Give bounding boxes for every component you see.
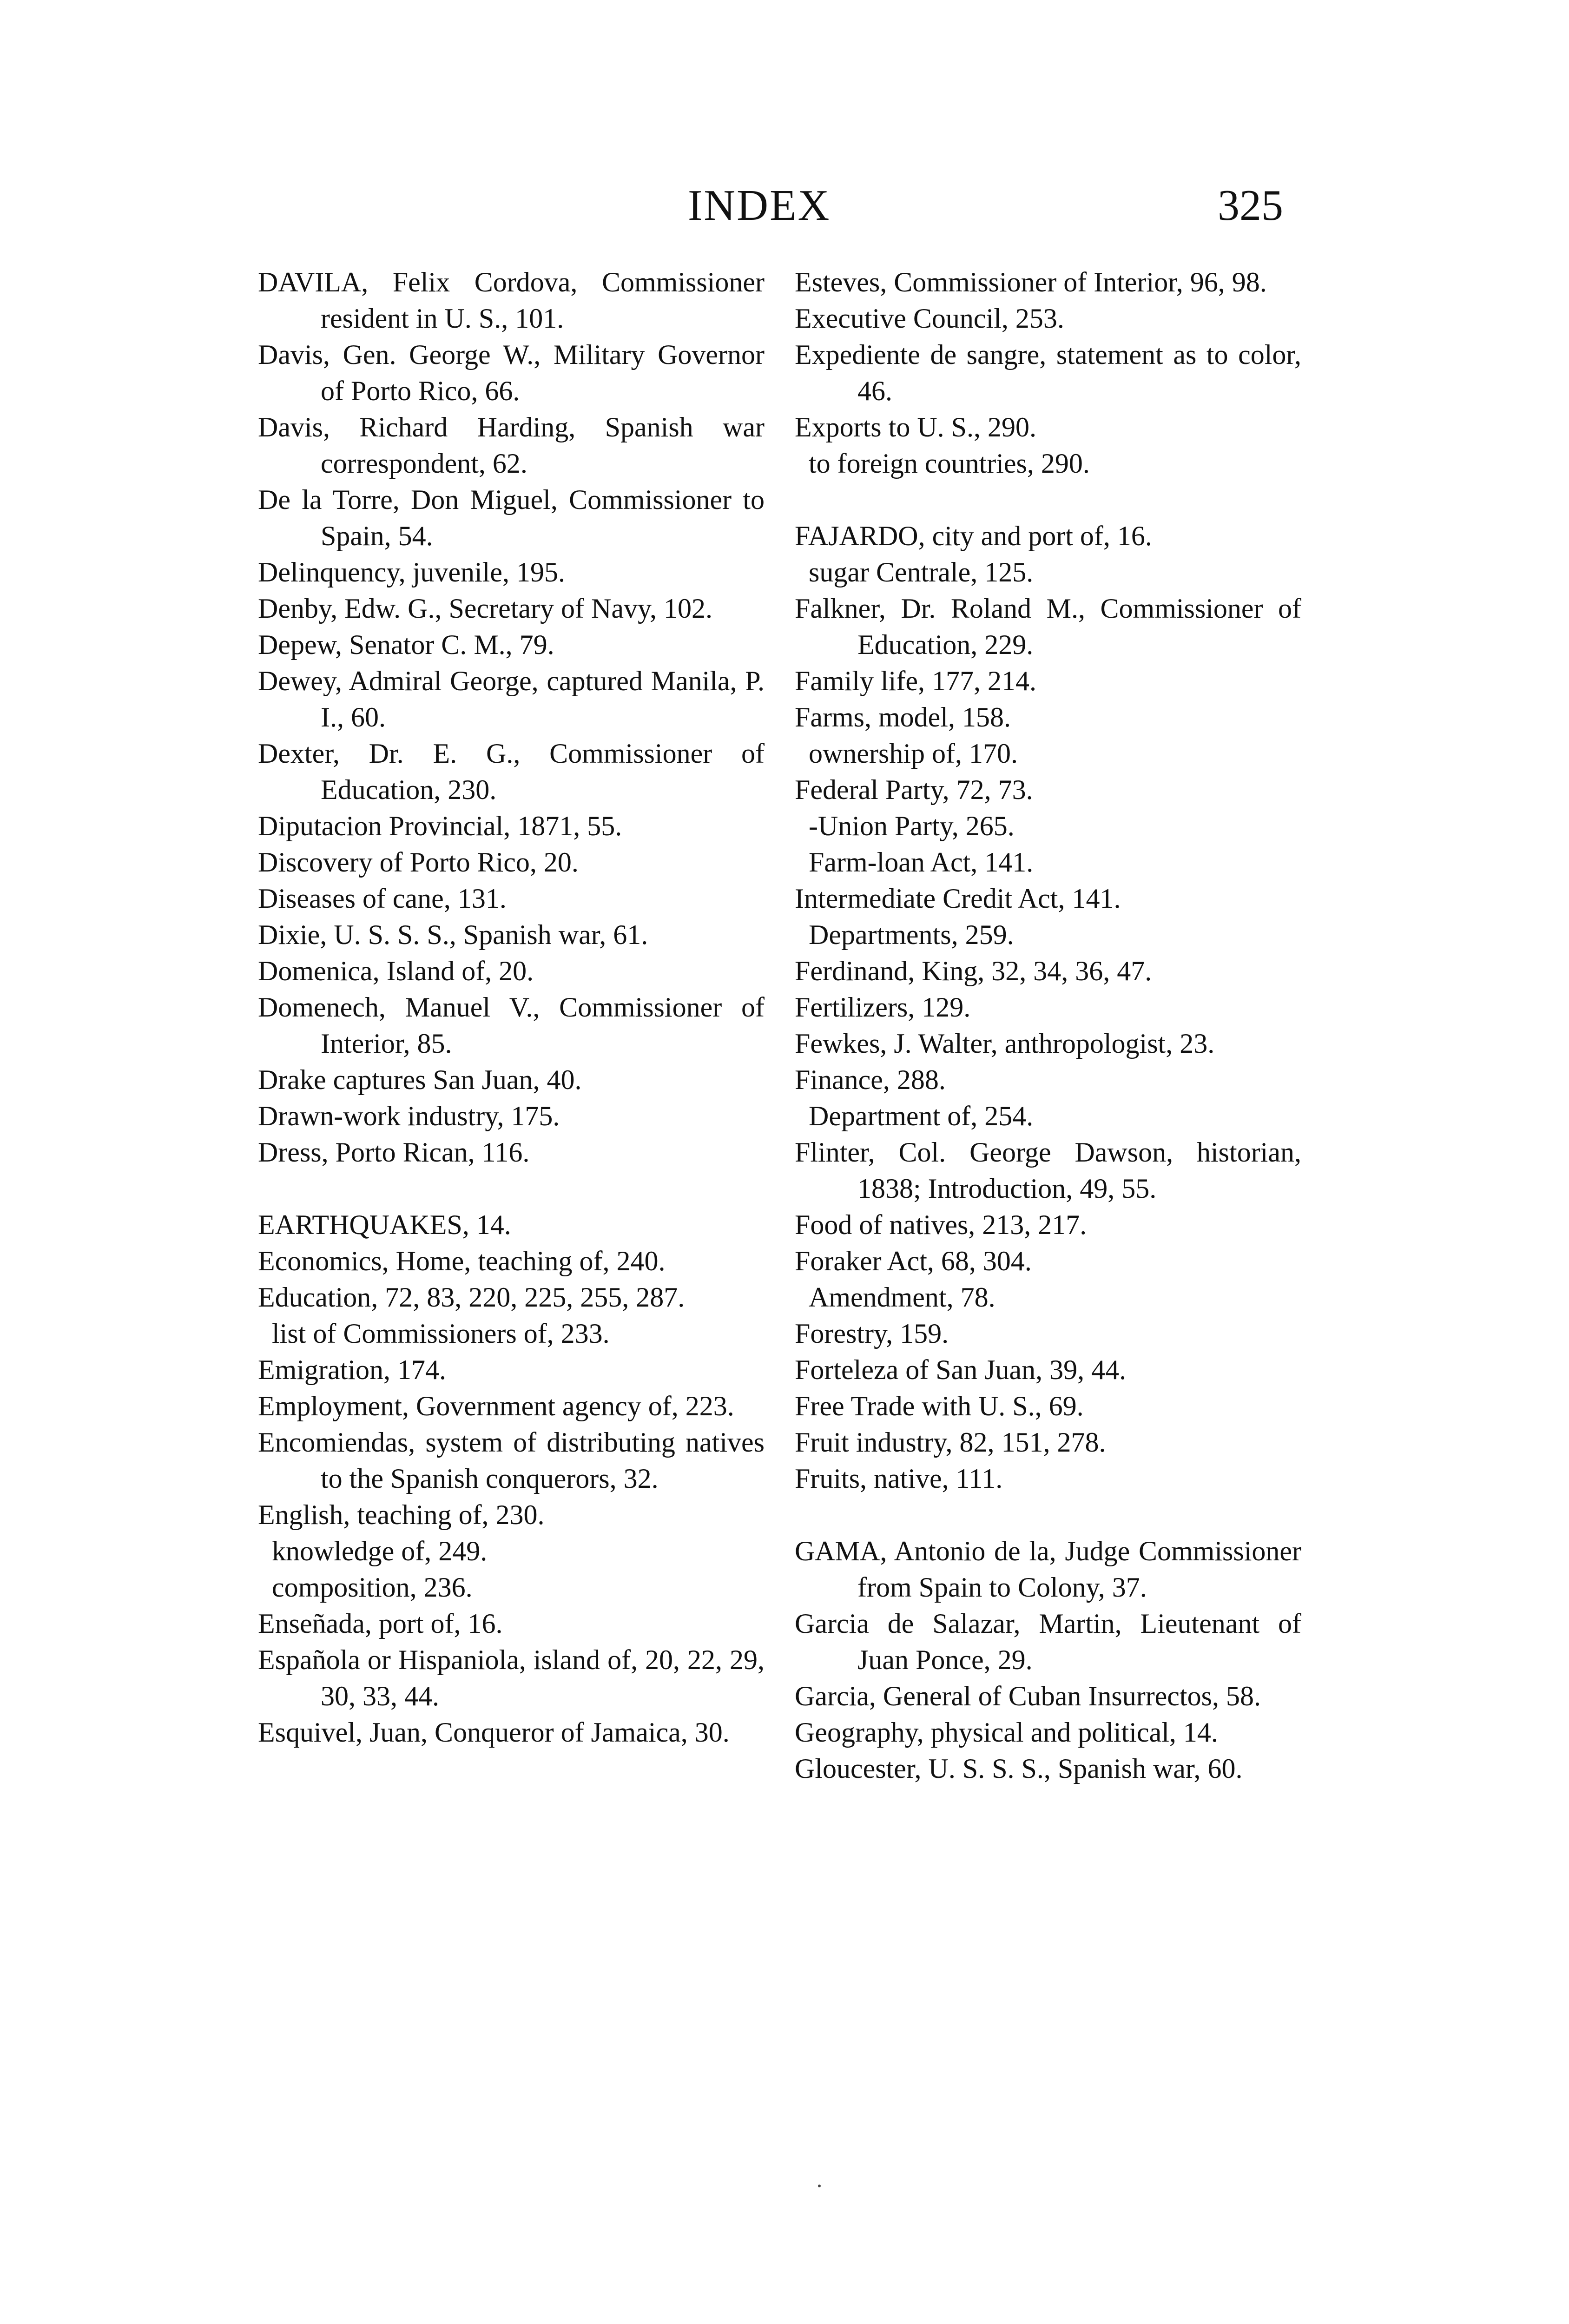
index-entry: Drawn-work industry, 175.	[258, 1101, 560, 1131]
index-subentry: sugar Centrale, 125.	[809, 557, 1034, 588]
index-entry: Davis, Gen. George W., Military Governor of Porto Rico, 66.	[258, 339, 765, 406]
index-entry: Executive Council, 253.	[795, 303, 1064, 334]
index-entry: GAMA, Antonio de la, Judge Commissioner from Spain to Colony, 37.	[795, 1536, 1301, 1603]
index-subentry: Departments, 259.	[809, 919, 1014, 950]
index-entry: Esquivel, Juan, Conqueror of Jamaica, 30.	[258, 1717, 730, 1748]
index-subentry: Department of, 254.	[809, 1101, 1034, 1131]
page-title: INDEX	[688, 181, 831, 230]
index-entry: Geography, physical and political, 14.	[795, 1717, 1218, 1748]
index-subentry: -Union Party, 265.	[809, 811, 1015, 841]
index-entry: FAJARDO, city and port of, 16.	[795, 521, 1152, 551]
index-entry: Dress, Porto Rican, 116.	[258, 1137, 530, 1168]
index-entry: Garcia, General of Cuban Insurrectos, 58.	[795, 1681, 1261, 1711]
page-number: 325	[1218, 181, 1283, 230]
index-entry: Finance, 288.	[795, 1064, 946, 1095]
index-entry: Fruits, native, 111.	[795, 1463, 1003, 1494]
page-header	[0, 180, 1569, 236]
index-subentry: Amendment, 78.	[809, 1282, 995, 1313]
index-entry: DAVILA, Felix Cordova, Commissioner resident in U. S., 101.	[258, 267, 765, 334]
index-entry: De la Torre, Don Miguel, Commissioner to Spain, 54.	[258, 484, 765, 551]
index-entry: Domenech, Manuel V., Commissioner of Interior, 85.	[258, 992, 765, 1059]
index-subentry: list of Commissioners of, 233.	[272, 1318, 610, 1349]
print-speck	[818, 2185, 821, 2187]
index-entry: Economics, Home, teaching of, 240.	[258, 1246, 666, 1276]
index-entry: Foraker Act, 68, 304.	[795, 1246, 1032, 1276]
index-entry: Forestry, 159.	[795, 1318, 949, 1349]
index-entry: Discovery of Porto Rico, 20.	[258, 847, 579, 878]
index-entry: Depew, Senator C. M., 79.	[258, 629, 554, 660]
section-gap	[795, 482, 1301, 518]
index-entry: Enseñada, port of, 16.	[258, 1608, 503, 1639]
index-entry: Farms, model, 158.	[795, 702, 1011, 733]
index-entry: Education, 72, 83, 220, 225, 255, 287.	[258, 1282, 685, 1313]
index-entry: Dexter, Dr. E. G., Commissioner of Education, 230.	[258, 738, 765, 805]
section-gap	[258, 1170, 765, 1207]
index-entry: Gloucester, U. S. S. S., Spanish war, 60.	[795, 1753, 1243, 1784]
index-entry: Davis, Richard Harding, Spanish war correspondent, 62.	[258, 412, 765, 479]
index-entry: English, teaching of, 230.	[258, 1499, 545, 1530]
index-entry: Dixie, U. S. S. S., Spanish war, 61.	[258, 919, 648, 950]
index-entry: Federal Party, 72, 73.	[795, 774, 1033, 805]
index-subentry: to foreign countries, 290.	[809, 448, 1090, 479]
index-entry: Intermediate Credit Act, 141.	[795, 883, 1121, 914]
index-subentry: Farm-loan Act, 141.	[809, 847, 1034, 878]
index-entry: Domenica, Island of, 20.	[258, 956, 534, 986]
index-entry: Employment, Government agency of, 223.	[258, 1391, 734, 1421]
index-entry: Emigration, 174.	[258, 1354, 446, 1385]
index-entry: EARTHQUAKES, 14.	[258, 1209, 511, 1240]
index-entry: Diputacion Provincial, 1871, 55.	[258, 811, 622, 841]
index-entry: Forteleza of San Juan, 39, 44.	[795, 1354, 1127, 1385]
index-entry: Exports to U. S., 290.	[795, 412, 1037, 442]
index-entry: Fertilizers, 129.	[795, 992, 971, 1023]
index-entry: Denby, Edw. G., Secretary of Navy, 102.	[258, 593, 713, 624]
index-column-left	[258, 264, 765, 1750]
index-entry: Diseases of cane, 131.	[258, 883, 507, 914]
index-entry: Free Trade with U. S., 69.	[795, 1391, 1084, 1421]
index-entry: Fruit industry, 82, 151, 278.	[795, 1427, 1106, 1458]
index-subentry: composition, 236.	[272, 1572, 473, 1603]
index-entry: Española or Hispaniola, island of, 20, 22, 29, 30, 33, 44.	[258, 1644, 765, 1711]
index-entry: Ferdinand, King, 32, 34, 36, 47.	[795, 956, 1152, 986]
index-entry: Drake captures San Juan, 40.	[258, 1064, 582, 1095]
index-entry: Esteves, Commissioner of Interior, 96, 98.	[795, 267, 1267, 297]
index-entry: Encomiendas, system of distributing natives to the Spanish conquerors, 32.	[258, 1427, 765, 1494]
index-entry: Dewey, Admiral George, captured Manila, P. I., 60.	[258, 666, 765, 733]
index-entry: Food of natives, 213, 217.	[795, 1209, 1087, 1240]
index-column-right	[795, 264, 1301, 1787]
section-gap	[795, 1497, 1301, 1533]
index-entry: Delinquency, juvenile, 195.	[258, 557, 565, 588]
index-subentry: knowledge of, 249.	[272, 1536, 488, 1566]
index-entry: Fewkes, J. Walter, anthropologist, 23.	[795, 1028, 1215, 1059]
index-entry: Flinter, Col. George Dawson, historian, 1838; Introduction, 49, 55.	[795, 1137, 1301, 1204]
index-entry: Family life, 177, 214.	[795, 666, 1036, 696]
index-entry: Expediente de sangre, statement as to color, 46.	[795, 339, 1301, 406]
index-entry: Falkner, Dr. Roland M., Commissioner of Education, 229.	[795, 593, 1301, 660]
index-entry: Garcia de Salazar, Martin, Lieutenant of Juan Ponce, 29.	[795, 1608, 1301, 1675]
index-subentry: ownership of, 170.	[809, 738, 1018, 769]
